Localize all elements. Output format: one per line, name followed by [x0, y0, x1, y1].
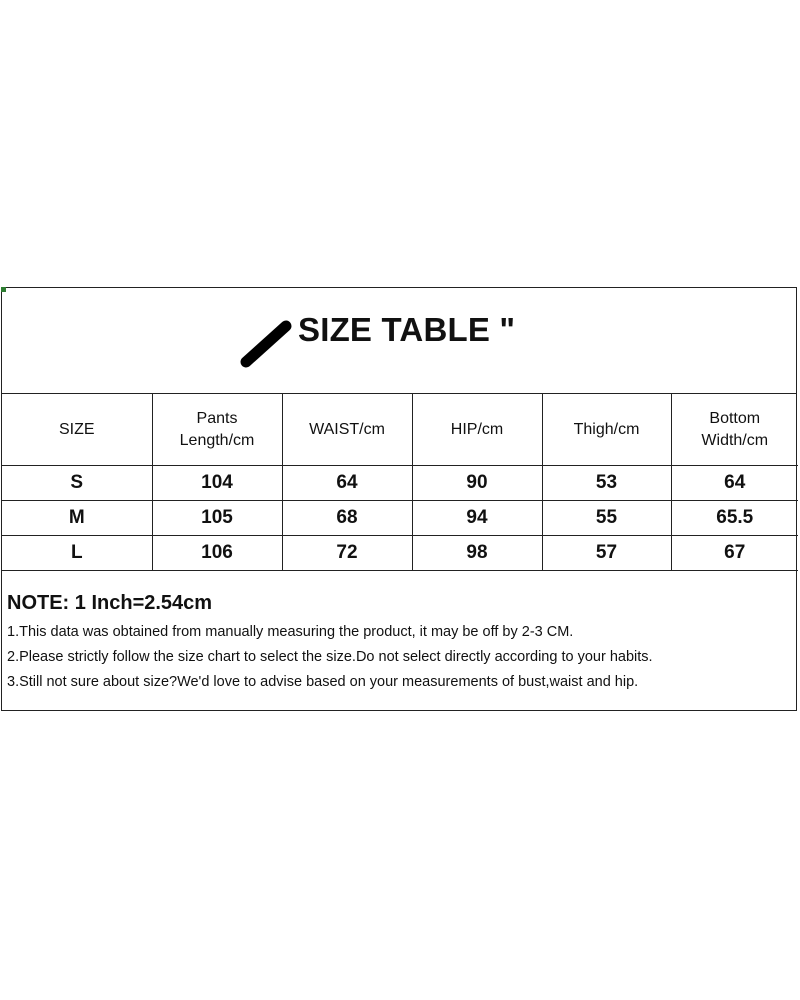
note-heading: NOTE: 1 Inch=2.54cm: [7, 592, 213, 614]
header-waist: WAIST/cm: [282, 394, 412, 466]
cell-size: M: [2, 501, 152, 536]
note-line: 2.Please strictly follow the size chart to select the size.Do not select directly according to your habits.: [7, 649, 653, 665]
cell-waist: 68: [282, 501, 412, 536]
cell-size: L: [2, 536, 152, 571]
cell-bottom-width: 64: [671, 466, 798, 501]
page-title: SIZE TABLE ": [298, 311, 516, 348]
cell-waist: 64: [282, 466, 412, 501]
cell-hip: 90: [412, 466, 542, 501]
cell-thigh: 55: [542, 501, 671, 536]
size-chart-panel: [1, 287, 797, 711]
cell-thigh: 57: [542, 536, 671, 571]
cell-pants-length: 104: [152, 466, 282, 501]
cell-pants-length: 106: [152, 536, 282, 571]
cell-thigh: 53: [542, 466, 671, 501]
header-bottom-width: Bottom Width/cm: [671, 394, 798, 466]
header-thigh: Thigh/cm: [542, 394, 671, 466]
size-table: [2, 394, 798, 571]
header-hip: HIP/cm: [412, 394, 542, 466]
table-row: [2, 501, 798, 536]
cell-bottom-width: 67: [671, 536, 798, 571]
note-line: 3.Still not sure about size?We'd love to advise based on your measurements of bust,waist and hip.: [7, 674, 639, 690]
cell-hip: 98: [412, 536, 542, 571]
cell-size: S: [2, 466, 152, 501]
table-row: [2, 536, 798, 571]
cell-hip: 94: [412, 501, 542, 536]
cell-waist: 72: [282, 536, 412, 571]
header-pants-length: Pants Length/cm: [152, 394, 282, 466]
header-size: SIZE: [2, 394, 152, 466]
cell-pants-length: 105: [152, 501, 282, 536]
table-row: [2, 466, 798, 501]
notes-section: [7, 589, 787, 695]
note-line: 1.This data was obtained from manually measuring the product, it may be off by 2-3 CM.: [7, 624, 574, 640]
slash-bar-icon: [238, 316, 294, 370]
cell-bottom-width: 65.5: [671, 501, 798, 536]
title-row: [2, 288, 796, 394]
table-header-row: [2, 394, 798, 466]
